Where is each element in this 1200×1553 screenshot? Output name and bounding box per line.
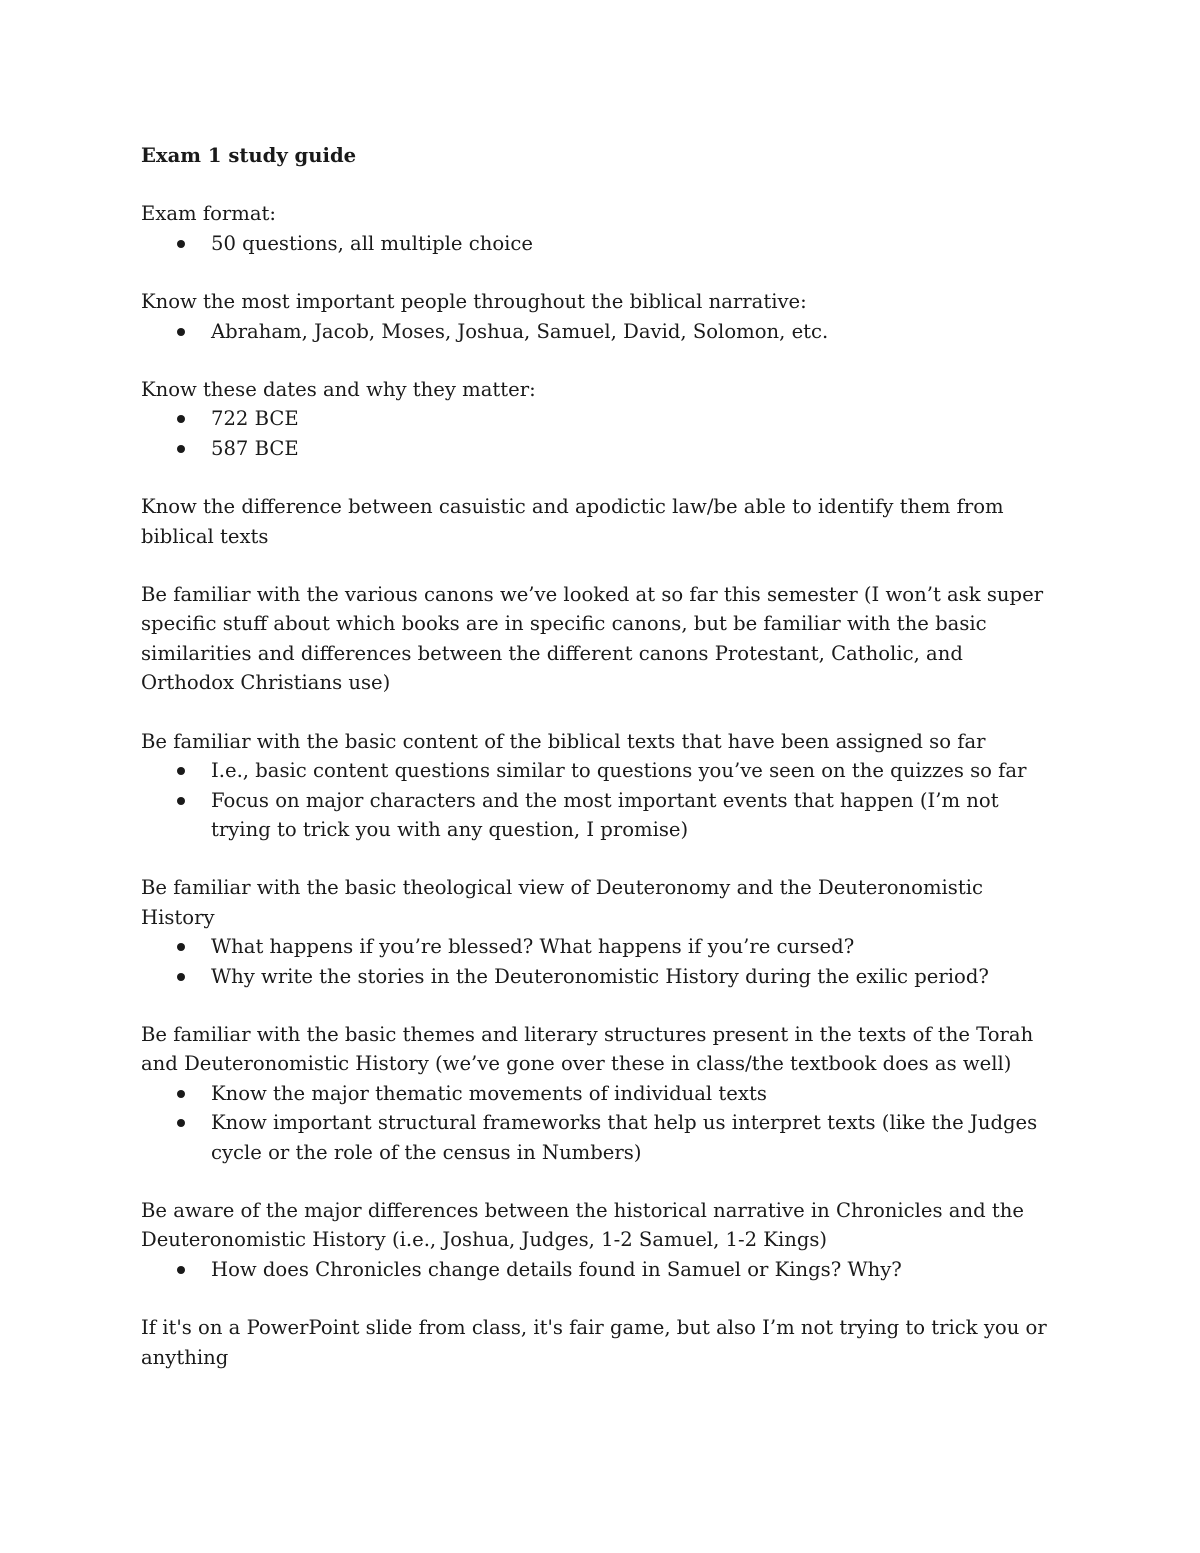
section-heading: Know these dates and why they matter: (141, 378, 536, 402)
section (141, 727, 1061, 845)
section (141, 1196, 1061, 1284)
section-heading: Be familiar with the various canons we’ve looked at so far this semester (I won’t ask super specific stuff about which books are in specific canons, but be familiar with the basic similarities and differences between the different canons Protestant, Catholic, and Orthodox Christians use) (141, 583, 1044, 695)
section (141, 1313, 1061, 1372)
bullet-icon (177, 943, 185, 951)
bullet-icon (177, 767, 185, 775)
list-item-text: 587 BCE (211, 436, 299, 460)
list-item-text: 50 questions, all multiple choice (211, 231, 533, 255)
section (141, 492, 1061, 551)
list-item (141, 1108, 1061, 1167)
bullet-icon (177, 1090, 185, 1098)
bullet-list (141, 932, 1061, 991)
list-item (141, 786, 1061, 845)
list-item-text: 722 BCE (211, 407, 299, 431)
bullet-icon (177, 973, 185, 981)
section-heading: If it's on a PowerPoint slide from class, it's fair game, but also I’m not trying to trick you or anything (141, 1316, 1047, 1369)
bullet-list (141, 1255, 1061, 1284)
list-item-text: Focus on major characters and the most important events that happen (I’m not trying to trick you with any question, I promise) (211, 788, 999, 841)
list-item (141, 962, 1061, 991)
bullet-icon (177, 1266, 185, 1274)
section (141, 199, 1061, 258)
list-item (141, 434, 1061, 463)
bullet-icon (177, 328, 185, 336)
section-heading: Know the difference between casuistic and apodictic law/be able to identify them from biblical texts (141, 495, 1004, 548)
section (141, 287, 1061, 346)
bullet-icon (177, 240, 185, 248)
list-item-text: Know important structural frameworks that help us interpret texts (like the Judges cycle or the role of the census in Numbers) (211, 1111, 1038, 1164)
list-item (141, 932, 1061, 961)
list-item-text: What happens if you’re blessed? What happens if you’re cursed? (211, 935, 855, 959)
section-heading: Be aware of the major differences between the historical narrative in Chronicles and the Deuteronomistic History (i.e., Joshua, Judges, 1-2 Samuel, 1-2 Kings) (141, 1198, 1024, 1252)
bullet-list (141, 1079, 1061, 1167)
bullet-list (141, 756, 1061, 844)
sections-container (141, 199, 1061, 1372)
bullet-list (141, 317, 1061, 346)
document-title: Exam 1 study guide (141, 144, 357, 167)
section (141, 580, 1061, 698)
list-item (141, 229, 1061, 258)
list-item (141, 1255, 1061, 1284)
bullet-list (141, 229, 1061, 258)
list-item-text: Why write the stories in the Deuteronomistic History during the exilic period? (211, 964, 989, 988)
section-heading: Be familiar with the basic themes and literary structures present in the texts of the Torah and Deuteronomistic History (we’ve gone over these in class/the textbook does as well) (141, 1022, 1034, 1076)
bullet-icon (177, 415, 185, 423)
section (141, 375, 1061, 463)
section-heading: Be familiar with the basic theological view of Deuteronomy and the Deuteronomistic History (141, 876, 983, 929)
list-item-text: How does Chronicles change details found in Samuel or Kings? Why? (211, 1257, 902, 1281)
section (141, 873, 1061, 991)
section-heading: Know the most important people throughout the biblical narrative: (141, 290, 807, 314)
list-item (141, 756, 1061, 785)
section-heading: Be familiar with the basic content of the biblical texts that have been assigned so far (141, 729, 986, 753)
bullet-icon (177, 797, 185, 805)
list-item (141, 404, 1061, 433)
list-item (141, 317, 1061, 346)
list-item (141, 1079, 1061, 1108)
bullet-icon (177, 1119, 185, 1127)
list-item-text: I.e., basic content questions similar to questions you’ve seen on the quizzes so far (211, 759, 1027, 783)
document-page (141, 141, 1061, 1401)
section (141, 1020, 1061, 1167)
bullet-icon (177, 445, 185, 453)
list-item-text: Abraham, Jacob, Moses, Joshua, Samuel, David, Solomon, etc. (211, 319, 829, 343)
section-heading: Exam format: (141, 202, 276, 226)
bullet-list (141, 404, 1061, 463)
list-item-text: Know the major thematic movements of individual texts (211, 1081, 767, 1105)
